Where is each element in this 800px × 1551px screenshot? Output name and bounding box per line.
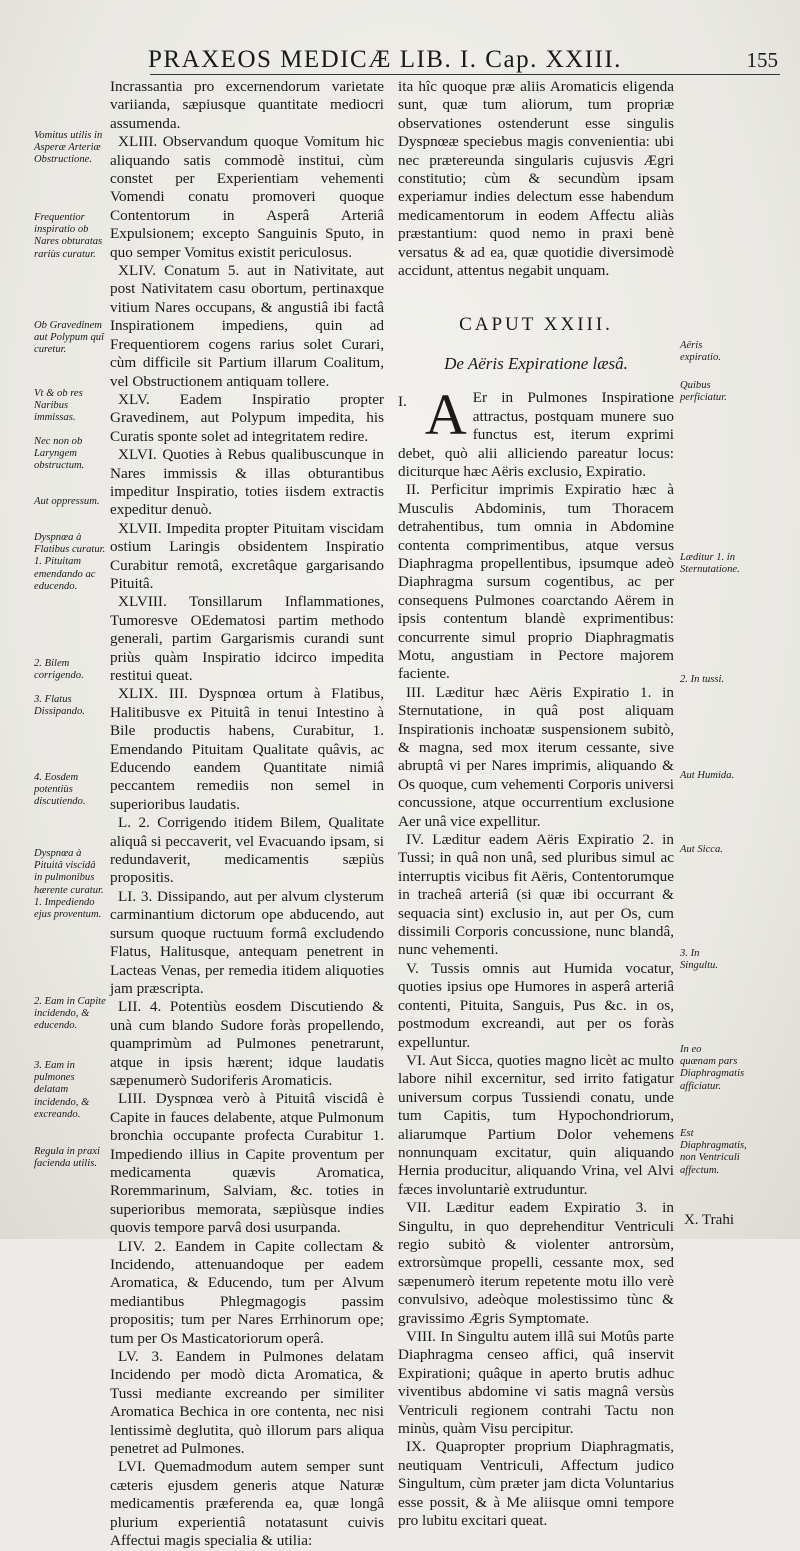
paragraph: LI. 3. Dissipando, aut per alvum clysterum carminantium dictorum ope abducendo, aut sursum quoque ructuum formâ excludendo Flatus, Halitusque, antequam penetrent in Lacteas Venas, per remedia itidem aliquoties jam præscripta.: [110, 887, 384, 997]
paragraph: XLIX. III. Dyspnœa ortum à Flatibus, Halitibusve ex Pituitâ in tenui Intestino à Bile productis habens, Curabitur, 1. Emendando Pituitam Qualitate quâvis, ac Educendo eandem Quantitate nimiâ peccantem remediis non semel in superioribus laudatis.: [110, 685, 384, 813]
margin-note-left: Vomitus utilis in Asperæ Arteriæ Obstructione.: [34, 130, 103, 166]
margin-note-left: 3. Eam in pulmones delatam incidendo, & excreando.: [34, 1060, 90, 1120]
margin-note-right: Aut Sicca.: [680, 844, 723, 855]
paragraph: XLIV. Conatum 5. aut in Nativitate, aut post Nativitatem casu obortum, pertinaxque vitium Nares occupans, & angustiâ ibi factâ Inspirationem impediens, quin ad Frequentiorem cogens rarius solet Curari, cùm difficile sit Partium illarum Coalitum, vel Obstructionem antiquam tollere.: [110, 262, 384, 390]
margin-note-right: Aëris expiratio.: [680, 340, 721, 364]
paragraph: III. Læditur hæc Aëris Expiratio 1. in Sternutatione, in quâ post aliquam Inspirationis inchoatæ suspensionem subitò, & magna, sed mox iterum cessante, sive abruptâ vi per Nares imprimis, aliquando & Os quoque, cum vehementi Corporis universi concussione, atque occurrentium exclusione Aer unâ vice expellitur.: [398, 683, 674, 830]
paragraph: XLVIII. Tonsillarum Inflammationes, Tumoresve OEdematosi partim methodo generali, partim Gargarismis curandi sunt priùs quàm Inspiratio idcirco impedita restitui queat.: [110, 593, 384, 684]
paragraph: II. Perficitur imprimis Expiratio hæc à Musculis Abdominis, tum Thoracem detrahentibus, tum omnia in Abdomine contenta comprimentibus, atque versus Diaphragma propellentibus, ipsumque adeò Diaphragma sursum cogentibus, ac per consequens Pulmones coarctando Aërem in ipsis contentum blandè exprimentibus: concurrente simul proprio Diaphragmatis Motu, angustiam in Pectore majorem faciente.: [398, 481, 674, 683]
paragraph: ita hîc quoque præ aliis Aromaticis eligenda sunt, quæ tum aliorum, tum propriæ observationes ostenderunt esse singulis Dyspnœæ speciebus magis convenientia: ubi nec prætereunda singularis cujusvis Ægri constitutio; cùm & secundùm ipsam experiamur indies delectum esse habendum medicamentorum in eodem Affectu aliàs præstantium: quod nemo in praxi benè versatus & ad ea, quæ quotidie diversimodè accidunt, attentus negabit unquam.: [398, 78, 674, 280]
paragraph: Incrassantia pro excernendorum varietate variianda, sæpiusque quantitate mediocri assumenda.: [110, 78, 384, 132]
margin-note-right: 2. In tussi.: [680, 674, 725, 685]
margin-note-right: In eo quænam pars Diaphragmatis afficiatur.: [680, 1044, 745, 1092]
margin-note-left: 2. Bilem corrigendo.: [34, 658, 84, 682]
section-title: De Aëris Expiratione læsâ.: [444, 353, 628, 373]
paragraph: VIII. In Singultu autem illâ sui Motûs parte Diaphragma censeo affici, quâ inservit Expirationi; quâque in aperto brutis adhuc viventibus abdomine vi satis magnâ versùs Ventriculi regionem contrahi Tactu non minùs, quàm Visu percipitur.: [398, 1328, 674, 1438]
page-header: [148, 46, 778, 76]
paragraph: VII. Læditur eadem Expiratio 3. in Singultu, in quo deprehenditur Ventriculi regio subitò & violenter antrorsùm, extrorsùmque propelli, cessante mox, sed sæpenumerò iterum repetente motu illo verè convulsivo, adeòque molestissimo tùnc & gravissimo Ægris Symptomate.: [398, 1199, 674, 1327]
paragraph: IX. Quapropter proprium Diaphragmatis, neutiquam Ventriculi, Affectum judico Singultum, cùm præter jam dicta Voluntarius esse possit, & à Me aliisque omni tempore pro lubitu excitari queat.: [398, 1438, 674, 1530]
margin-note-right: Læditur 1. in Sternutatione.: [680, 552, 740, 576]
margin-note-right: 3. In Singultu.: [680, 948, 718, 972]
paragraph: XLV. Eadem Inspiratio propter Gravedinem, aut Polypum impedita, his Curatis sponte solet ad integritatem redire.: [110, 390, 384, 445]
left-text-column: [110, 78, 384, 1551]
paragraph: LII. 4. Potentiùs eosdem Discutiendo & unà cum blando Sudore foràs propellendo, quamprimùm ad Pulmones penetrarunt, atque in ipsis hærent; idque laudatis sæpenumerò Sudoriferis Aromaticis.: [110, 998, 384, 1089]
drop-cap: A: [424, 382, 467, 448]
paragraph: XLVI. Quoties à Rebus qualibuscunque in Nares immissis & illas obturantibus impeditur Inspiratio, toties iisdem extractis expeditur denuò.: [110, 446, 384, 519]
catchword: X. Trahi: [683, 1212, 734, 1228]
paragraph: LV. 3. Eandem in Pulmones delatam Incidendo per modò dicta Aromatica, & Tussi mediante excreando per similiter Aromatica Bechica in ore contenta, nec nisi lentissimè deglutita, quò illorum pars aliqua penetret ad Pulmones.: [110, 1348, 384, 1458]
paragraph: LIII. Dyspnœa verò à Pituitâ viscidâ è Capite in fauces delabente, atque Pulmonum bronchia occupante profecta Curabitur 1. Impediendo illius in Capite proventum per medicamenta quævis Aromatica, Roremmarinum, Salviam, &c. toties in superioribus memorata, sæpiùsque indies quovis tempore parvâ dosi usurpanda.: [110, 1090, 384, 1237]
margin-note-left: 2. Eam in Capite incidendo, & educendo.: [34, 996, 106, 1032]
right-text-column: [398, 78, 674, 1530]
running-head: PRAXEOS MEDICÆ LIB. I. Cap. XXIII.: [148, 46, 622, 73]
margin-note-left: 4. Eosdem potentiùs discutiendo.: [34, 772, 86, 808]
margin-note-right: Aut Humida.: [680, 770, 735, 781]
margin-note-left: Ob Gravedinem aut Polypum quî curetur.: [34, 320, 105, 356]
paragraph: VI. Aut Sicca, quoties magno licèt ac multo labore nihil excernitur, sed irrito fatigatur universum corpus Tussiendi conatu, unde tum Capitis, tum Hypochondriorum, aliarumque Partium Dolor vehemens nonnunquam excitatur, quin aliquando Hernia producitur, aliquando Vrina, vel Alvi fæces involuntariè extruduntur.: [398, 1051, 674, 1198]
margin-note-left: Frequentior inspiratio ob Nares obturatas rariùs curatur.: [34, 212, 103, 260]
margin-note-left: Nec non ob Laryngem obstructum.: [34, 436, 85, 472]
paragraph: XLIII. Observandum quoque Vomitum hic aliquando satis commodè institui, cùm constet per Experientiam vehementi Vomendi conatu promoveri quoque Contentorum in Asperâ Arteriâ Expulsionem; excepto Sanguinis Sputo, in quo semper Vomitus existit periculosus.: [110, 133, 384, 261]
margin-note-left: Vt & ob res Naribus immissas.: [34, 388, 83, 424]
header-rule: [150, 74, 780, 75]
margin-note-right: Quibus perficiatur.: [680, 380, 727, 404]
paragraph: XLVII. Impedita propter Pituitam viscidam ostium Laringis obsidentem Inspiratio Curabitur remotâ, excretâque gargarisando Pituitâ.: [110, 519, 384, 592]
paragraph: LIV. 2. Eandem in Capite collectam & Incidendo, attenuandoque per eadem Aromatica, & Educendo, tum per Alvum mediantibus Phlegmagogis passim propositis; tum per Nares Errhinorum ope; tum per Os Masticatoriorum operâ.: [110, 1237, 384, 1347]
margin-note-left: 3. Flatus Dissipando.: [34, 694, 85, 718]
margin-note-left: Aut oppressum.: [34, 496, 100, 507]
margin-note-right: Est Diaphragmatis, non Ventriculi affectum.: [680, 1128, 747, 1176]
chapter-title: CAPUT XXIII.: [459, 314, 613, 336]
paragraph-number: I.: [398, 393, 407, 411]
first-paragraph: [398, 382, 674, 481]
margin-note-left: Dyspnœa à Pituitâ viscidâ in pulmonibus hærente curatur. 1. Impediendo ejus proventum.: [34, 848, 104, 921]
paragraph: V. Tussis omnis aut Humida vocatur, quoties ipsius ope Humores in asperâ arteriâ contenti, Pituita, Sanguis, Pus &c. in os, postmodum excreandi, aut per os foràs expelluntur.: [398, 959, 674, 1051]
paragraph: L. 2. Corrigendo itidem Bilem, Qualitate aliquâ si peccaverit, vel Evacuando ipsam, si redundaverit, medicamentis sæpiùs propositis.: [110, 814, 384, 887]
margin-note-left: Dyspnœa à Flatibus curatur. 1. Pituitam emendando ac educendo.: [34, 532, 106, 592]
page-number: 155: [746, 48, 778, 72]
paragraph: LVI. Quemadmodum autem semper sunt cæteris ejusdem generis atque Naturæ medicamentis præferenda ea, quæ longâ plurium experientiâ notatasunt cuivis Affectui magis specialia & utilia:: [110, 1458, 384, 1550]
paragraph: IV. Læditur eadem Aëris Expiratio 2. in Tussi; in quâ non unâ, sed pluribus simul ac interruptis vicibus fit Aëris, Contentorumque in tracheâ arteriâ (si quæ ibi occurrant & sequacia sint) exclusio in, aut per Os, cum dissimili Corporis concussione, nunc blandâ, nunc vehementi.: [398, 831, 674, 959]
margin-note-left: Regula in praxi facienda utilis.: [34, 1146, 100, 1170]
first-paragraph-text: Er in Pulmones Inspiratione attractus, postquam munere suo functus est, iterum exprimi debet, quò alii alliciendo pareatur locus: diciturque hæc Aëris exclusio, Expiratio.: [398, 389, 674, 480]
